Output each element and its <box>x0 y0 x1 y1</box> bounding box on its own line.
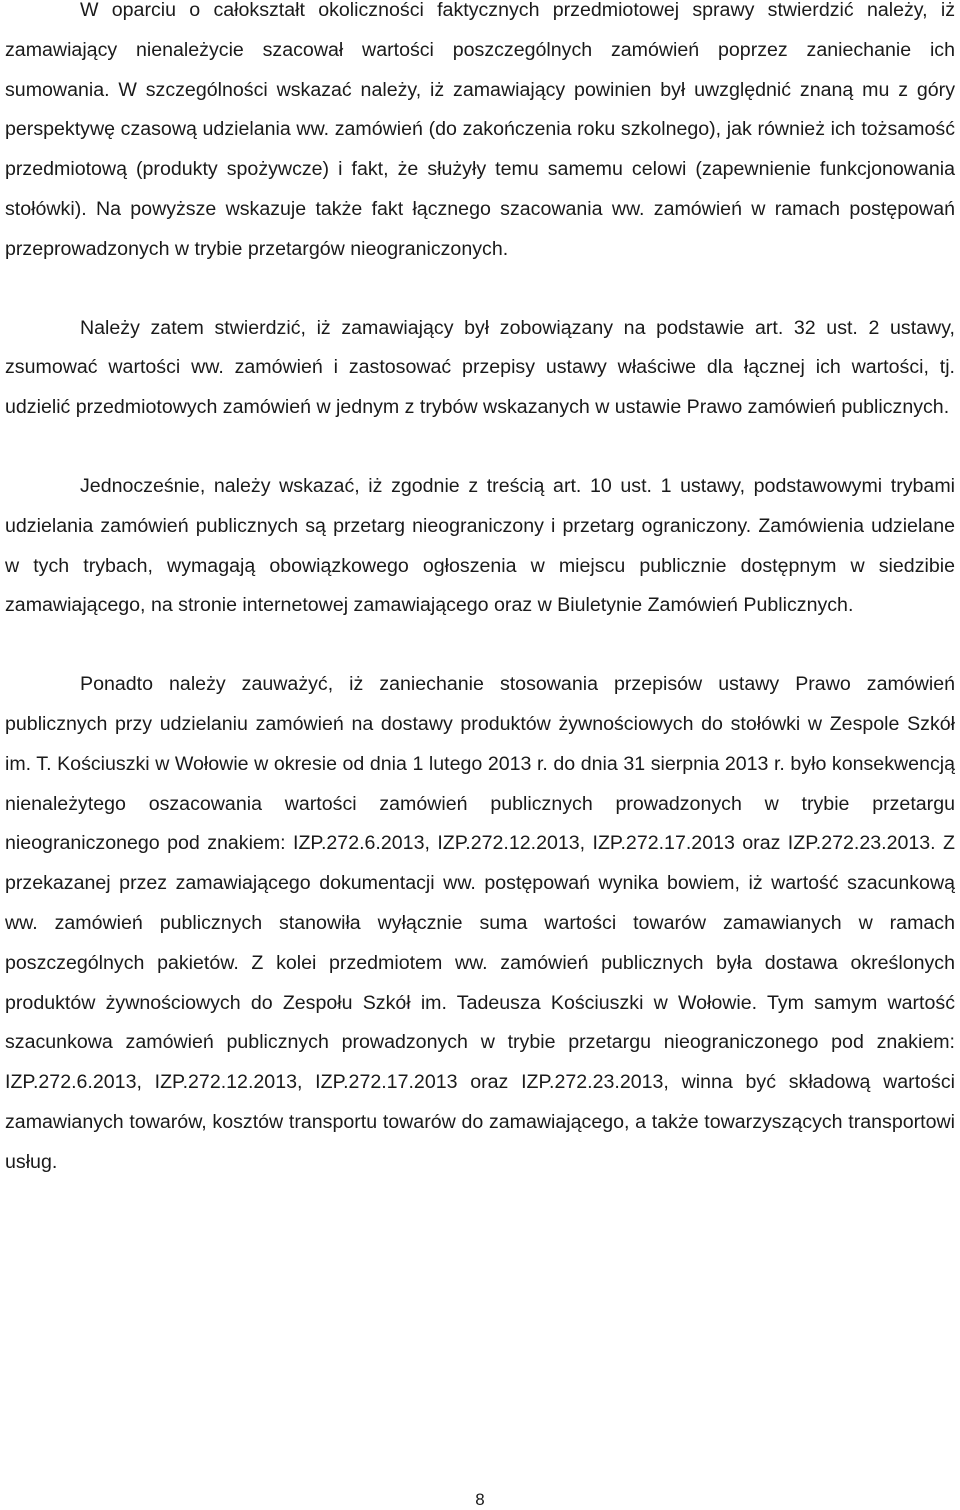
paragraph-1: W oparciu o całokształt okoliczności faktycznych przedmiotowej sprawy stwierdzić należy, iż zamawiający nienależycie szacował wartości poszczególnych zamówień poprzez zaniechanie ich sumowania. W szczególności wskazać należy, iż zamawiający powinien był uwzględnić znaną mu z góry perspektywę czasową udzielania ww. zamówień (do zakończenia roku szkolnego), jak również ich tożsamość przedmiotową (produkty spożywcze) i fakt, że służyły temu samemu celowi (zapewnienie funkcjonowania stołówki). Na powyższe wskazuje także fakt łącznego szacowania ww. zamówień w ramach postępowań przeprowadzonych w trybie przetargów nieograniczonych. <box>5 0 955 260</box>
paragraph-2: Należy zatem stwierdzić, iż zamawiający był zobowiązany na podstawie art. 32 ust. 2 ustawy, zsumować wartości ww. zamówień i zastosować przepisy ustawy właściwe dla łącznej ich wartości, tj. udzielić przedmiotowych zamówień w jednym z trybów wskazanych w ustawie Prawo zamówień publicznych. <box>5 316 955 419</box>
paragraph-3: Jednocześnie, należy wskazać, iż zgodnie z treścią art. 10 ust. 1 ustawy, podstawowymi trybami udzielania zamówień publicznych są przetarg nieograniczony i przetarg ograniczony. Zamówienia udzielane w tych trybach, wymagają obowiązkowego ogłoszenia w miejscu publicznie dostępnym w siedzibie zamawiającego, na stronie internetowej zamawiającego oraz w Biuletynie Zamówień Publicznych. <box>5 474 955 617</box>
document-page <box>5 0 955 1183</box>
page-number: 8 <box>475 1490 485 1509</box>
paragraph-4: Ponadto należy zauważyć, iż zaniechanie stosowania przepisów ustawy Prawo zamówień publicznych przy udzielaniu zamówień na dostawy produktów żywnościowych do stołówki w Zespole Szkół im. T. Kościuszki w Wołowie w okresie od dnia 1 lutego 2013 r. do dnia 31 sierpnia 2013 r. było konsekwencją nienależytego oszacowania wartości zamówień publicznych prowadzonych w trybie przetargu nieograniczonego pod znakiem: IZP.272.6.2013, IZP.272.12.2013, IZP.272.17.2013 oraz IZP.272.23.2013. Z przekazanej przez zamawiającego dokumentacji ww. postępowań wynika bowiem, iż wartość szacunkową ww. zamówień publicznych stanowiła wyłącznie suma wartości towarów zamawianych w ramach poszczególnych pakietów. Z kolei przedmiotem ww. zamówień publicznych była dostawa określonych produktów żywnościowych do Zespołu Szkół im. Tadeusza Kościuszki w Wołowie. Tym samym wartość szacunkowa zamówień publicznych prowadzonych w trybie przetargu nieograniczonego pod znakiem: IZP.272.6.2013, IZP.272.12.2013, IZP.272.17.2013 oraz IZP.272.23.2013, winna być składową wartości zamawianych towarów, kosztów transportu towarów do zamawiającego, a także towarzyszących transportowi usług. <box>5 673 955 1173</box>
